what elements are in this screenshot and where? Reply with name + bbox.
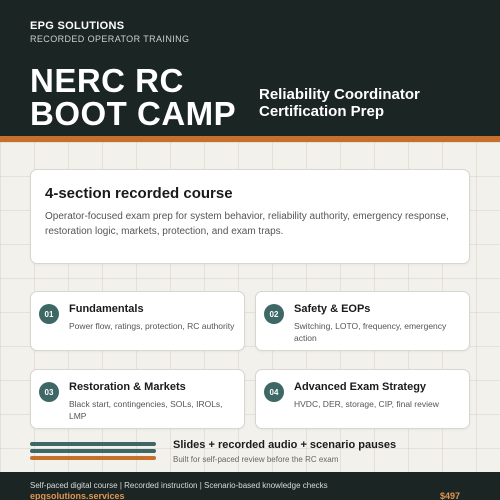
title-line-1: NERC RC (30, 62, 184, 99)
section-title: Advanced Exam Strategy (294, 381, 427, 393)
decorative-line-teal (30, 449, 156, 453)
intro-card (30, 169, 470, 264)
section-number-badge: 03 (39, 382, 59, 402)
accent-divider (0, 136, 500, 142)
page-subtitle (259, 86, 420, 120)
footer-features: Self-paced digital course | Recorded instruction | Scenario-based knowledge checks (30, 481, 328, 490)
subtitle-line-1: Reliability Coordinator (259, 86, 420, 103)
brand-tagline: RECORDED OPERATOR TRAINING (30, 34, 190, 44)
subtitle-line-2: Certification Prep (259, 103, 385, 120)
header-banner (0, 0, 500, 136)
website-link[interactable]: epgsolutions.services (30, 491, 125, 500)
section-description: Power flow, ratings, protection, RC authority (69, 321, 235, 331)
feature-title: Slides + recorded audio + scenario pauses (173, 439, 397, 451)
footer-bar (0, 472, 500, 500)
section-title: Restoration & Markets (69, 381, 186, 393)
section-number-badge: 01 (39, 304, 59, 324)
page-title (30, 64, 236, 130)
section-card-fundamentals (30, 291, 245, 351)
section-number-badge: 02 (264, 304, 284, 324)
intro-text: Operator-focused exam prep for system behavior, reliability authority, emergency response, restoration logic, markets, protection, and exam traps. (45, 211, 449, 237)
section-description: Switching, LOTO, frequency, emergency action (294, 321, 447, 343)
section-description: Black start, contingencies, SOLs, IROLs, LMP (69, 399, 223, 421)
decorative-line-teal (30, 442, 156, 446)
decorative-line-orange (30, 456, 156, 460)
brand-name: EPG SOLUTIONS (30, 20, 125, 32)
section-title: Safety & EOPs (294, 303, 371, 315)
title-line-2: BOOT CAMP (30, 95, 237, 132)
section-card-advanced (255, 369, 470, 429)
intro-title: 4-section recorded course (45, 185, 233, 202)
decorative-lines (30, 442, 156, 463)
feature-subtitle: Built for self-paced review before the RC exam (173, 455, 339, 464)
price-label: $497 (439, 491, 460, 500)
section-number-badge: 04 (264, 382, 284, 402)
section-card-restoration (30, 369, 245, 429)
section-description: HVDC, DER, storage, CIP, final review (294, 399, 439, 409)
section-card-safety (255, 291, 470, 351)
section-title: Fundamentals (69, 303, 144, 315)
